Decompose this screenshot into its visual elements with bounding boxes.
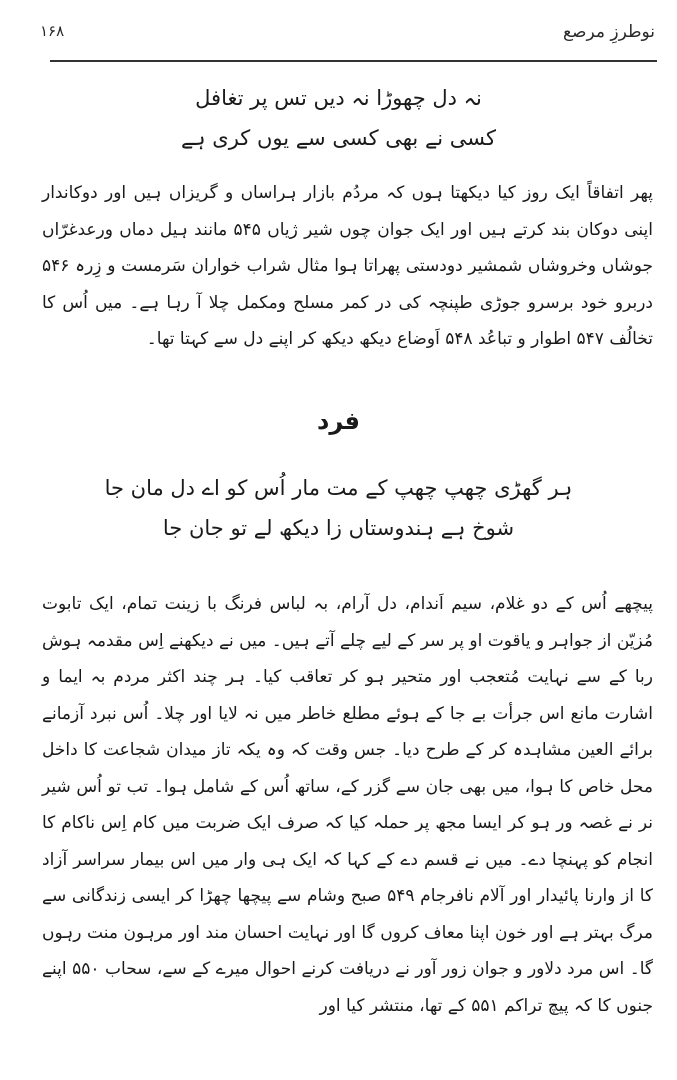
verse-line: ہر گھڑی چھپ چھپ کے مت مار اُس کو اے دل مان جا (104, 476, 573, 500)
page-header (40, 22, 655, 62)
couplet (0, 468, 677, 548)
verse-line: شوخ ہے ہندوستاں زا دیکھ لے تو جان جا (162, 516, 515, 540)
opening-verse (0, 78, 677, 158)
section-heading: فرد (317, 407, 360, 435)
verse-line: نہ دل چھوڑا نہ دیں تس پر تغافل (195, 86, 482, 110)
page-number: ۱۶۸ (40, 22, 65, 40)
paragraph: پیچھے اُس کے دو غلام، سیم اَندام، دل آرام، بہ لباس فرنگ با زینت تمام، ایک تابوت مُزیّن از جواہر و یاقوت او پر سر کے لیے چلے آتے ہیں۔ میں نے دیکھنے اِس مقدمہ ہوش ربا کے سے نہایت مُتعجب اور متحیر ہو کر تعاقب کیا۔ ہر چند اکثر مردم بہ ایما و اشارت مانع اس جرأت بے جا کے ہوئے مطلع خاطر میں نہ لایا اور چلا۔ اُس نبرد آزمانے برائے العین مشاہدہ کر کے طرح دیا۔ جس وقت کہ وہ یکہ تاز میدان شجاعت کا داخل محل خاص کا ہوا، میں بھی جان سے گزر کے، ساتھ اُس کے شامل ہوا۔ تب تو اُس شیر نر نے غصہ ور ہو کر ایسا مجھ پر حملہ کیا کہ صرف ایک ضربت میں کام اِس ناکام کا انجام کو پہنچا دے۔ میں نے قسم دے کے کہا کہ ایک ہی وار میں اس بیمار سراسر آزاد کا از وارنا پائیدار اور آلام نافرجام ۵۴۹ صبح وشام سے پیچھا چھڑا کر ایسی زندگانی سے مرگ بہتر ہے اور خون اپنا معاف کروں گا اور نہایت احسان مند اور مرہون منت رہوں گا۔ اس مرد دلاور و جوان زور آور نے دریافت کرنے احوال میرے کے سے، سحاب ۵۵۰ اپنے جنوں کا کہ پیچ تراکم ۵۵۱ کے تھا، منتشر کیا اور (42, 594, 654, 1016)
verse-line: کسی نے بھی کسی سے یوں کری ہے (180, 126, 497, 150)
paragraph: پھر اتفاقاً ایک روز کیا دیکھتا ہوں کہ مردُم بازار ہراساں و گریزاں ہیں اور دوکاندار اپنی دوکان بند کرتے ہیں اور ایک جوان چوں شیر ژیاں ۵۴۵ مانند ہیل دماں ورعدغرّاں جوشاں وخروشاں شمشیر دودستی پھراتا ہوا مثال شراب خواران سَرمست و زِرہ ۵۴۶ دربرو خود برسرو جوڑی طپنچہ کی در کمر مسلح ومکمل چلا آ رہا ہے۔ میں اُس کا تخالُف ۵۴۷ اطوار و تباعُد ۵۴۸ اَوضاع دیکھ دیکھ کر اپنے دل سے کہتا تھا۔ (42, 183, 653, 349)
header-divider (50, 60, 657, 62)
running-title: نوطرزِ مرصع (562, 22, 655, 42)
